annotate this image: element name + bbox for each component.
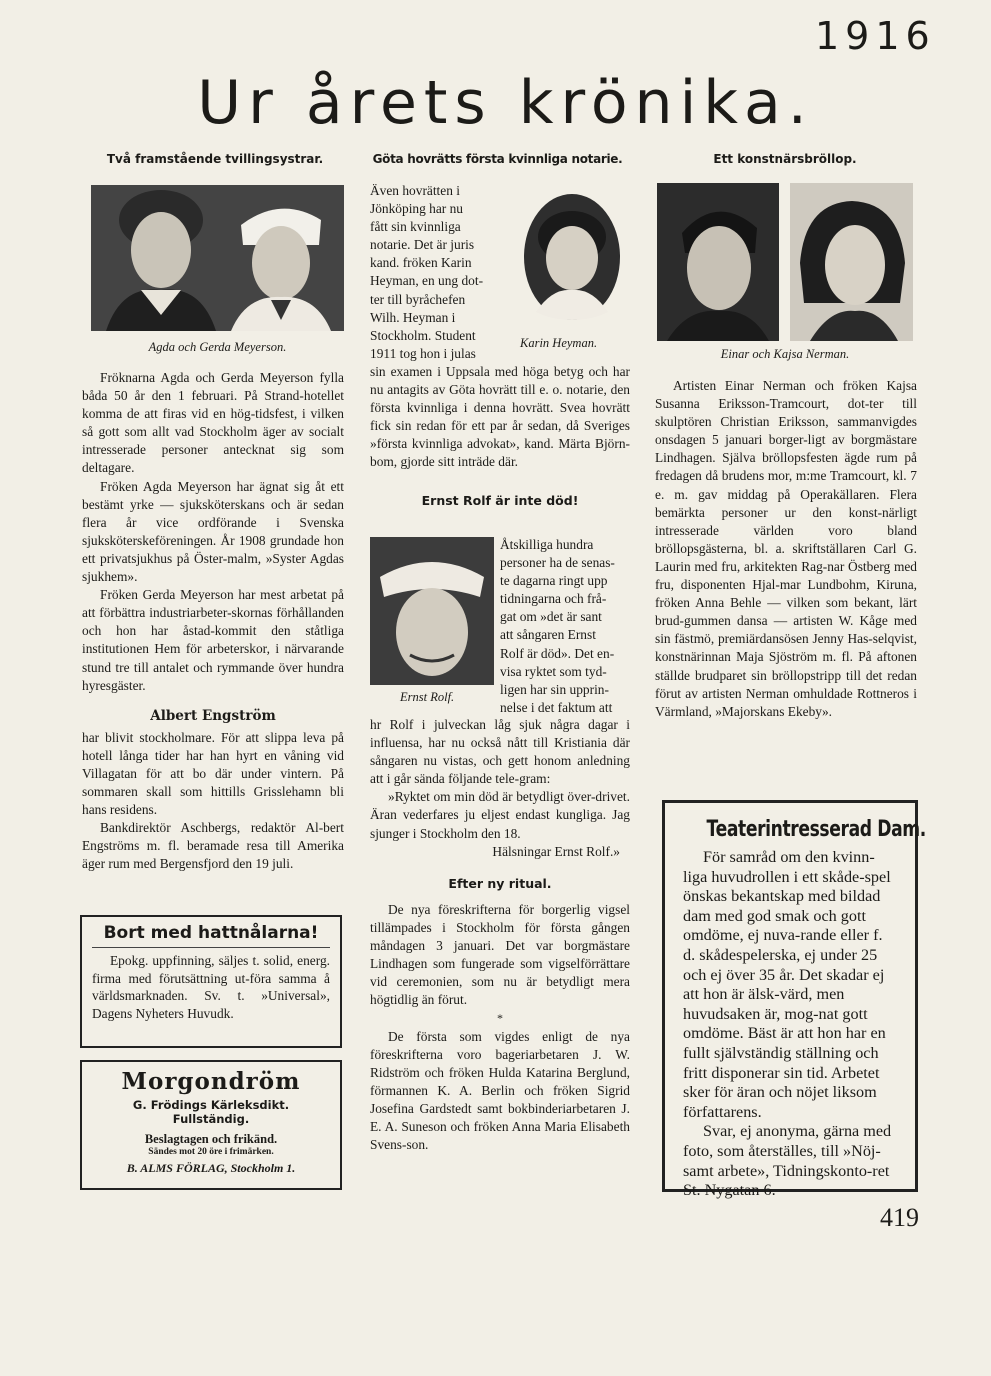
notary-line: kand. fröken Karin — [370, 255, 472, 271]
twins-paragraph-1: Fröknarna Agda och Gerda Meyerson fylla båda 50 år den 1 februari. På Strand-hotellet komma de att firas vid en hög-tidsfest, i vilken så gott som allt vad Stockholm äger av socialt intresserade personer antecknat sig som deltagare. — [82, 370, 344, 476]
ernst-rolf-photo — [370, 537, 494, 685]
rolf-line: nelse i det faktum att — [500, 699, 613, 715]
rolf-telegram: »Ryktet om min död är betydligt över-drivet. Äran vederfares ju eljest endast kungliga. Jag sjunger i Stockholm den 18. — [370, 789, 630, 841]
notary-line: Även hovrätten i — [370, 183, 460, 198]
engstrom-paragraph-2: Bankdirektör Aschbergs, redaktör Al-bert Engströms m. fl. beramade resa till Amerika äger rum med Bergensfjord den 19 juli. — [82, 820, 344, 872]
ernst-rolf-caption: Ernst Rolf. — [400, 690, 455, 704]
notary-line: Stockholm. Student — [370, 327, 476, 343]
ritual-heading: Efter ny ritual. — [448, 875, 552, 891]
twins-paragraph-3: Fröken Gerda Meyerson har mest arbetat på att förbättra industriarbeter-skornas förhållanden och hon har åstad-kommit den ståtliga institutionen Hem för arbeterskor, i närvarande stund tre till antalet och rymmande över hundra hyresgäster. — [82, 587, 344, 693]
notary-paragraph: sin examen i Uppsala med höga betyg och har nu antagits av Göta hovrätt till e. o. notarie, den första kvinnliga i denna hovrätt. Svea hovrätt fick sin redan för ett par år sedan, då Sveriges »första kvinnliga advokat», kand. Märta Björn-bom, gjorde sitt inträde där. — [370, 364, 630, 470]
ad-morgondrom-line1: G. Frödings Kärleksdikt. — [132, 1098, 290, 1112]
rolf-line: Åtskilliga hundra — [500, 537, 594, 552]
wedding-article — [655, 377, 917, 721]
karin-heyman-portrait — [522, 192, 622, 322]
rolf-signature: Hälsningar Ernst Rolf.» — [492, 843, 620, 859]
twins-caption: Agda och Gerda Meyerson. — [148, 340, 287, 354]
rolf-heading: Ernst Rolf är inte död! — [421, 492, 579, 508]
rolf-lines — [500, 536, 628, 717]
notary-intro-lines — [370, 182, 501, 363]
notary-line: fått sin kvinnliga — [370, 219, 461, 235]
page-number: 419 — [880, 1203, 919, 1232]
einar-nerman-photo — [657, 183, 779, 341]
ad-hattnalar — [80, 915, 342, 1048]
rolf-line: te dagarna ringt upp — [500, 573, 608, 589]
kajsa-nerman-photo — [790, 183, 913, 341]
engstrom-heading: Albert Engström — [150, 707, 276, 724]
rolf-paragraph: hr Rolf i julveckan låg sjuk några dagar i influensa, har nu också nått till Kristiania där sångaren nu vistas, och gett honom anledning att i går sända följande tele-gram: — [370, 717, 630, 787]
ad-teater — [662, 800, 926, 1200]
year-label: 1916 — [815, 14, 936, 58]
ad-teater-title: Teaterintresserad Dam. — [706, 817, 926, 842]
ad-morgondrom-publisher: B. ALMS FÖRLAG, Stockholm 1. — [126, 1161, 296, 1175]
rolf-line: gat om »det är sant — [500, 609, 602, 625]
twins-article — [82, 369, 344, 874]
twins-heading: Två framstående tvillingsystrar. — [106, 152, 324, 166]
rolf-article — [370, 716, 630, 1154]
wedding-paragraph: Artisten Einar Nerman och fröken Kajsa Susanna Eriksson-Tramcourt, dot-ter till skulptören Christian Eriksson, sammanvigdes onsdagen 5 januari borger-ligt av borgmästare Lindhagen. Själva bröllopsfesten ägde rum på fredagen då brudens mor, m:me Tramcourt, kl. 7 e. m. gav middag på Operakällaren. Flera bemärkta personer ur den konst-närligt intresserade världen voro bland bröllopsgästerna, bl. a. skriftställaren Carl G. Laurin med fru, arkitekten Rag-nar Östberg med fru, disponenten Hjal-mar Lundbohm, Kiruna, fröken Anna Behle — vilken som bekant, lärt brud-gummen dansa — artisten W. Kåge med sin fästmö, premiärdansösen Jenny Has-selqvist, konstnärinnan Maja Sjöström m. fl. På aftonen ställde brudparet sin bröllopstripp till det redan förut av artisten Nerman omhuldade Rottneros i Värmland, »Majorskans Ekeby». — [655, 378, 917, 719]
rolf-line: visa ryktet som tyd- — [500, 663, 607, 679]
rolf-line: personer ha de senas- — [500, 555, 615, 571]
ad-morgondrom-line4: Sändes mot 20 öre i frimärken. — [148, 1147, 274, 1157]
rolf-line: Rolf är död». Det en- — [500, 645, 615, 661]
ritual-paragraph-2: De första som vigdes enligt de nya föreskrifterna voro bageriarbetaren J. W. Ridström och fröken Hulda Katarina Berglund, förmannen K. A. Berlin och fröken Sigrid Josefina Gardstedt samt bokbinderiarbetaren J. E. A. Suneson och fröken Anna Maria Elisabeth Svens-son. — [370, 1028, 630, 1153]
ad-morgondrom-line3: Beslagtagen och frikänd. — [144, 1132, 278, 1146]
ad-hattnalar-text: Epokg. uppfinning, säljes t. solid, energ. firma med förutsättning ut-föra samma å världsmarknaden. Sv. t. »Universal», Dagens Nyheters Huvudk. — [92, 953, 330, 1021]
twins-photo — [91, 185, 344, 331]
notary-line: notarie. Det är juris — [370, 237, 475, 253]
notary-line: Wilh. Heyman i — [370, 309, 456, 325]
engstrom-paragraph-1: har blivit stockholmare. För att slippa leva på hotell långa tider har han hyrt en våning vid Villagatan för att bo där under vintern. På sommaren skall som hittills Grisslehamn bli hans residens. — [82, 729, 344, 818]
section-divider: * — [497, 1011, 503, 1026]
notary-line: 1911 tog hon i julas — [370, 345, 476, 361]
notary-line: Jönköping har nu — [370, 201, 463, 217]
notary-line: Heyman, en ung dot- — [370, 273, 484, 289]
twins-paragraph-2: Fröken Agda Meyerson har ägnat sig åt ett bestämt yrke — sjuksköterskans och är sedan flera år vice ordförande i Svenska sjuksköterskeföreningen. År 1908 grundade hon ett privatsjukhus på Öster-malm, »Syster Agdas sjukhem». — [82, 478, 344, 585]
rolf-line: tidningarna och frå- — [500, 591, 607, 607]
ad-morgondrom — [80, 1060, 342, 1190]
rolf-line: ligen har sin upprin- — [500, 681, 609, 697]
ritual-paragraph-1: De nya föreskrifterna för borgerlig vigsel tillämpades i Stockholm för första gången måndagen 3 januari. Det var borgmästare Lindhagen som fungerade som vigselförrättare vid ceremonien, som nu är betydligt mera högtidlig än förut. — [370, 901, 630, 1008]
ad-morgondrom-line2: Fullständig. — [172, 1112, 250, 1126]
notary-article — [370, 363, 630, 520]
notary-line: ter till byråchefen — [370, 291, 466, 307]
wedding-heading: Ett konstnärsbröllop. — [713, 152, 857, 166]
ad-teater-paragraph-1: För samråd om den kvinn-liga huvudrollen i ett skåde-spel önskas bekantskap med bildad dam med god smak och gott omdöme, ej nuva-rande eller f. d. skådespelerska, ej under 25 och ej över 35 år. Det skadar ej att hon är älsk-värd, men huvudsaken är, mog-nat gott omdöme. Bäst är att hon har en fullt självständig ställning och fritt disponerar sin tid. Arbetet sker för äran och nöjet liksom författarens. — [683, 848, 891, 1121]
notary-heading: Göta hovrätts första kvinnliga notarie. — [372, 152, 623, 166]
karin-heyman-caption: Karin Heyman. — [520, 336, 598, 350]
ad-teater-paragraph-2: Svar, ej anonyma, gärna med foto, som återställes, till »Nöj-samt arbete», Tidningskonto-ret St. Nygatan 6. — [683, 1122, 892, 1200]
ad-hattnalar-title: Bort med hattnålarna! — [92, 923, 330, 948]
page-title: Ur årets krönika. — [197, 68, 814, 138]
ad-morgondrom-title: Morgondröm — [121, 1068, 301, 1095]
wedding-caption: Einar och Kajsa Nerman. — [720, 347, 850, 361]
rolf-line: att sångaren Ernst — [500, 627, 596, 643]
